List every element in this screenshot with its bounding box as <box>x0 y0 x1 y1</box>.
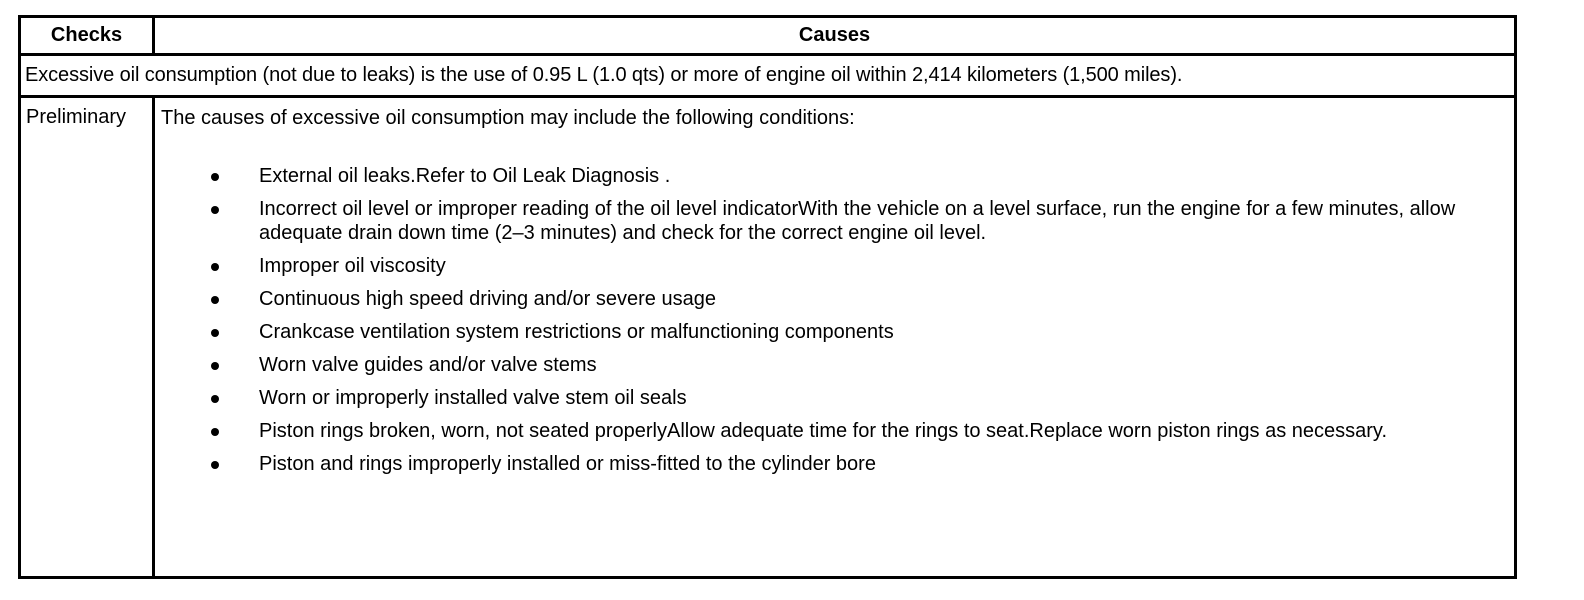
bullet-icon <box>211 263 219 271</box>
bullet-icon <box>211 461 219 469</box>
cause-text: Piston and rings improperly installed or miss-fitted to the cylinder bore <box>259 453 876 475</box>
intro-text: Excessive oil consumption (not due to leaks) is the use of 0.95 L (1.0 qts) or more of engine oil within 2,414 kilometers (1,500 miles). <box>20 55 1516 97</box>
bullet-icon <box>211 206 219 214</box>
cause-text: Piston rings broken, worn, not seated properlyAllow adequate time for the rings to seat.Replace worn piston rings as necessary. <box>259 420 1387 442</box>
check-label: Preliminary <box>20 97 154 578</box>
cause-item <box>161 386 1508 410</box>
cause-text: Continuous high speed driving and/or severe usage <box>259 288 716 310</box>
cause-text: Worn or improperly installed valve stem oil seals <box>259 387 687 409</box>
cause-text: External oil leaks.Refer to Oil Leak Diagnosis . <box>259 165 671 187</box>
bullet-icon <box>211 428 219 436</box>
bullet-icon <box>211 362 219 370</box>
cause-item <box>161 287 1508 311</box>
cause-item <box>161 353 1508 377</box>
bullet-icon <box>211 395 219 403</box>
header-row <box>20 17 1516 55</box>
cause-list <box>161 164 1508 476</box>
cause-text: Crankcase ventilation system restrictions or malfunctioning components <box>259 321 894 343</box>
cause-item <box>161 320 1508 344</box>
cause-item <box>161 254 1508 278</box>
cause-text: Improper oil viscosity <box>259 255 446 277</box>
cause-item <box>161 452 1508 476</box>
causes-cell <box>154 97 1516 578</box>
diagnosis-table <box>18 15 1517 579</box>
checks-header: Checks <box>20 17 154 55</box>
causes-header: Causes <box>154 17 1516 55</box>
preliminary-row <box>20 97 1516 578</box>
cause-text: Incorrect oil level or improper reading of the oil level indicatorWith the vehicle on a level surface, run the engine for a few minutes, allow adequate drain down time (2–3 minutes) and check for the correct engine oil level. <box>259 198 1456 244</box>
cause-item <box>161 419 1508 443</box>
bullet-icon <box>211 329 219 337</box>
bullet-icon <box>211 173 219 181</box>
cause-item <box>161 197 1508 245</box>
bullet-icon <box>211 296 219 304</box>
cause-item <box>161 164 1508 188</box>
causes-heading: The causes of excessive oil consumption may include the following conditions: <box>161 107 855 129</box>
intro-row <box>20 55 1516 97</box>
cause-text: Worn valve guides and/or valve stems <box>259 354 597 376</box>
